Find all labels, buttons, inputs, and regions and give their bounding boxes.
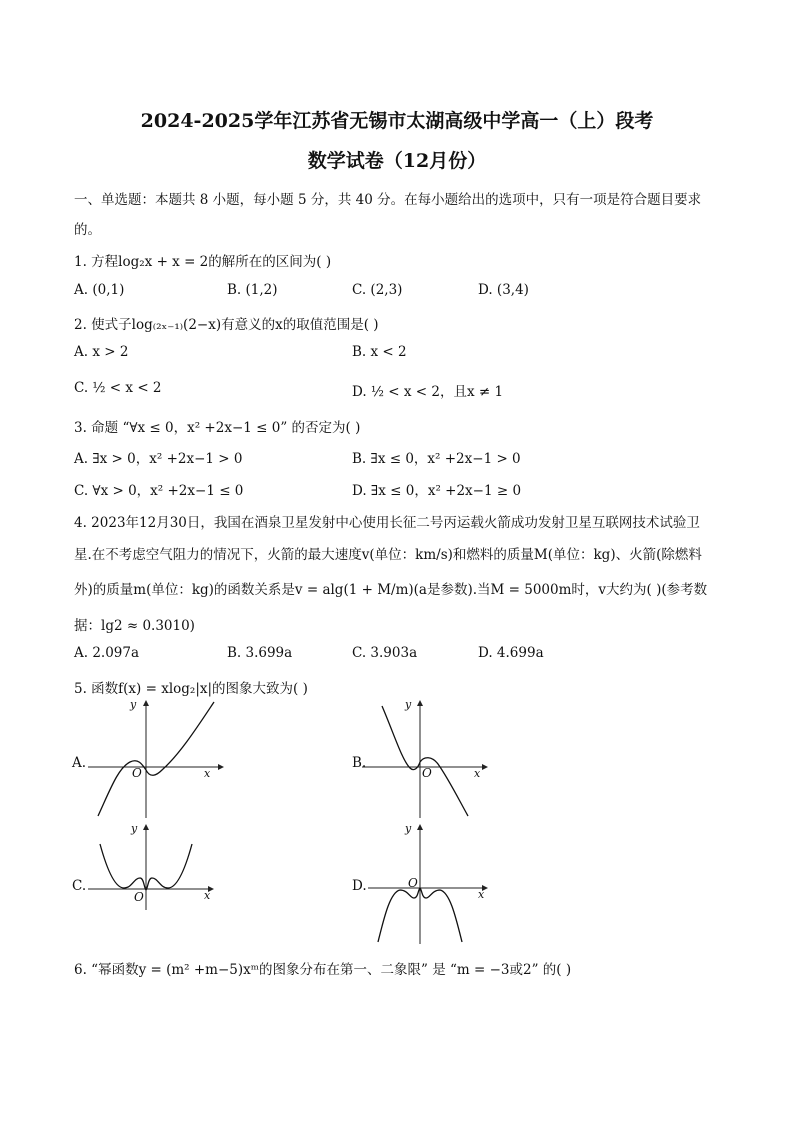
q2-option-a: A. x > 2 bbox=[74, 344, 129, 360]
q4-option-a: A. 2.097a bbox=[74, 645, 140, 661]
q5-graph-a-y-label: y bbox=[130, 698, 137, 711]
q5-graph-c bbox=[88, 822, 228, 912]
q6-stem: 6. “幂函数y = (m² +m−5)xᵐ的图象分布在第一、二象限” 是 “m = −3或2” 的( ) bbox=[74, 962, 572, 978]
q5-graph-b-origin-label: O bbox=[422, 766, 432, 780]
q5-graph-a-origin-label: O bbox=[132, 766, 142, 780]
q5-graph-c-x-label: x bbox=[204, 889, 211, 902]
q5-graph-b bbox=[362, 698, 492, 820]
q3-option-d: D. ∃x ≤ 0，x² +2x−1 ≥ 0 bbox=[352, 483, 522, 499]
q4-stem-line1: 4. 2023年12月30日，我国在酒泉卫星发射中心使用长征二号丙运载火箭成功发射卫星互联网技术试验卫 bbox=[74, 515, 700, 531]
q3-option-a: A. ∃x > 0，x² +2x−1 > 0 bbox=[74, 451, 243, 467]
q5-graph-b-label: B. bbox=[352, 755, 367, 771]
q5-graph-c-y-label: y bbox=[131, 822, 138, 835]
paper-subtitle: 数学试卷（12月份） bbox=[307, 150, 487, 172]
section-heading: 一、单选题：本题共 8 小题，每小题 5 分，共 40 分。在每小题给出的选项中，只有一项是符合题目要求 bbox=[74, 192, 702, 208]
q5-stem: 5. 函数f(x) = xlog₂|x|的图象大致为( ) bbox=[74, 681, 308, 697]
q1-option-c: C. (2,3) bbox=[352, 282, 403, 298]
q5-graph-d-y-label: y bbox=[405, 822, 412, 835]
q5-graph-d-origin-label: O bbox=[408, 876, 418, 890]
q4-option-c: C. 3.903a bbox=[352, 645, 418, 661]
q5-graph-c-origin-label: O bbox=[134, 890, 144, 904]
q5-graph-a-label: A. bbox=[72, 755, 87, 771]
q5-graph-b-x-label: x bbox=[474, 767, 481, 780]
q5-graph-d-label: D. bbox=[352, 878, 367, 894]
q3-option-c: C. ∀x > 0，x² +2x−1 ≤ 0 bbox=[74, 483, 244, 499]
q1-option-d: D. (3,4) bbox=[478, 282, 529, 298]
q2-option-d: D. ½ < x < 2，且x ≠ 1 bbox=[352, 384, 504, 400]
q4-option-b: B. 3.699a bbox=[227, 645, 293, 661]
q5-graph-d-x-label: x bbox=[478, 888, 485, 901]
q5-graph-c-label: C. bbox=[72, 878, 87, 894]
q3-option-b: B. ∃x ≤ 0，x² +2x−1 > 0 bbox=[352, 451, 521, 467]
q1-option-a: A. (0,1) bbox=[74, 282, 125, 298]
q2-stem: 2. 使式子log₍₂ₓ₋₁₎(2−x)有意义的x的取值范围是( ) bbox=[74, 317, 379, 333]
q4-stem-line2: 星.在不考虑空气阻力的情况下，火箭的最大速度v(单位：km/s)和燃料的质量M(单位：kg)、火箭(除燃料 bbox=[74, 547, 702, 563]
q1-option-b: B. (1,2) bbox=[227, 282, 278, 298]
q2-option-c: C. ½ < x < 2 bbox=[74, 380, 162, 396]
q5-graph-a bbox=[88, 698, 228, 820]
section-heading-cont: 的。 bbox=[74, 222, 101, 238]
q1-stem: 1. 方程log₂x + x = 2的解所在的区间为( ) bbox=[74, 254, 332, 270]
q2-option-b: B. x < 2 bbox=[352, 344, 407, 360]
q5-graph-b-y-label: y bbox=[405, 698, 412, 711]
q4-option-d: D. 4.699a bbox=[478, 645, 544, 661]
paper-title: 2024-2025学年江苏省无锡市太湖高级中学高一（上）段考 bbox=[140, 110, 654, 132]
q3-stem: 3. 命题 “∀x ≤ 0，x² +2x−1 ≤ 0” 的否定为( ) bbox=[74, 420, 361, 436]
q4-stem-line3: 外)的质量m(单位：kg)的函数关系是v = alg(1 + M/m)(a是参数).当M = 5000m时，v大约为( )(参考数 bbox=[74, 582, 708, 598]
q5-graph-a-x-label: x bbox=[204, 767, 211, 780]
q5-graph-d bbox=[368, 822, 498, 947]
q4-stem-line4: 据：lg2 ≈ 0.3010) bbox=[74, 618, 195, 634]
